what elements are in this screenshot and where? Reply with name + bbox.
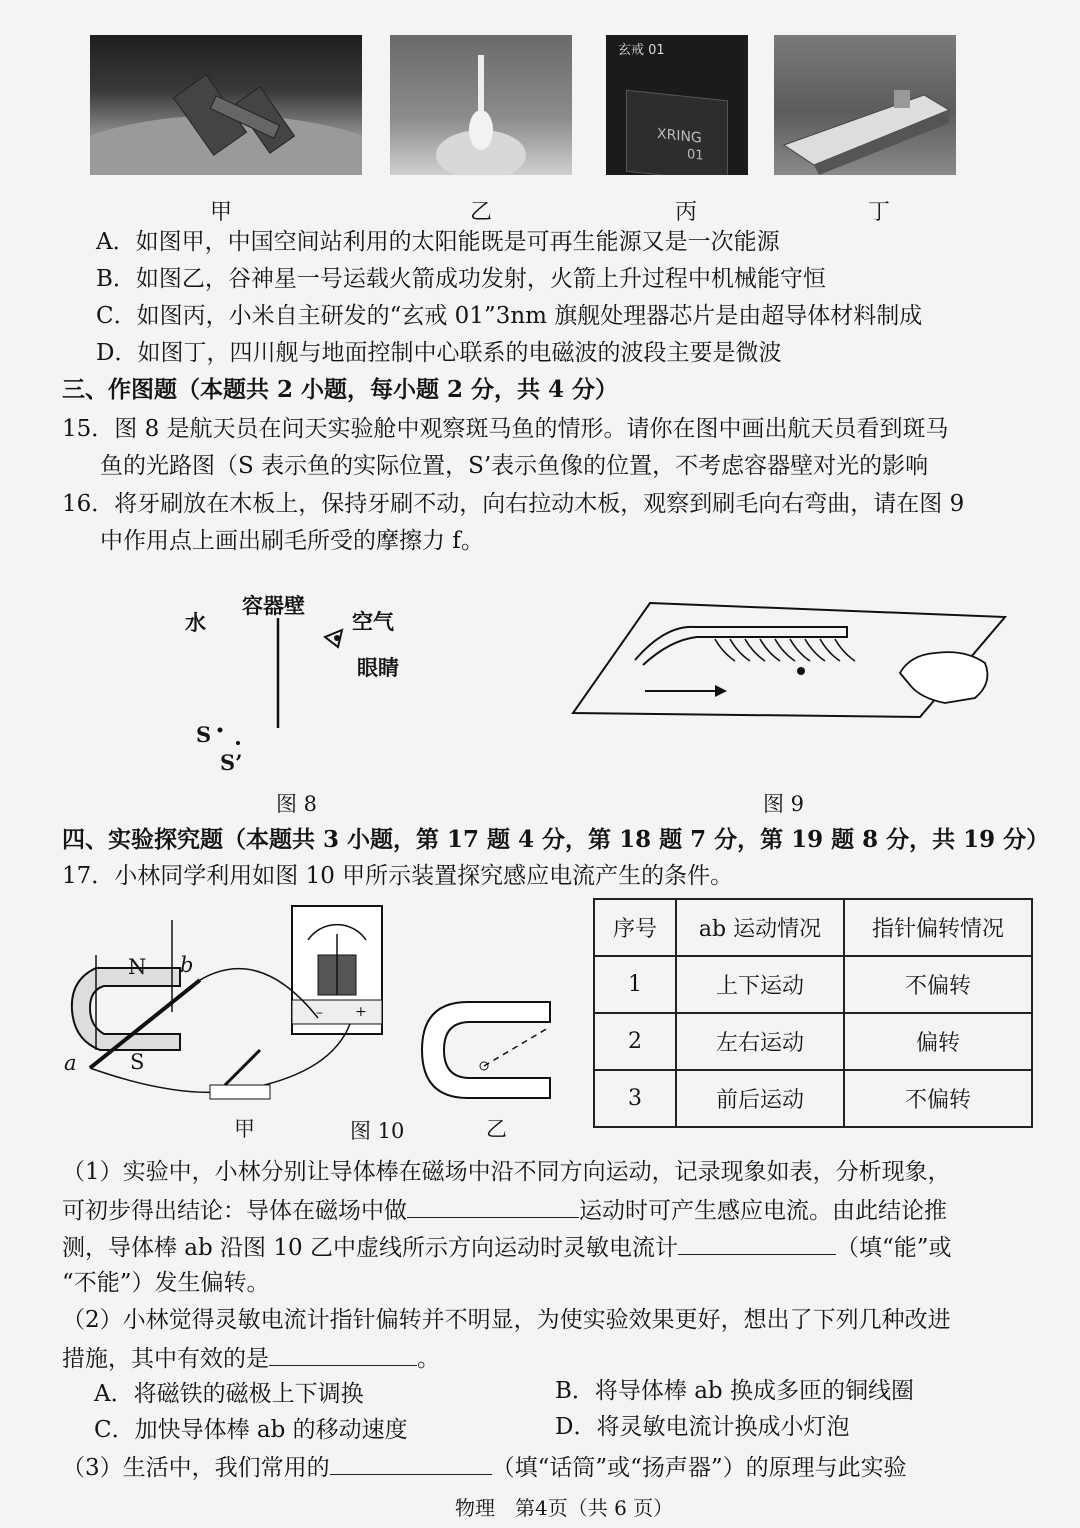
fig10-jia-diagram (60, 900, 400, 1120)
q17-1-line4: “不能”）发生偏转。 (62, 1270, 270, 1296)
fig10-yi-diagram (418, 998, 558, 1108)
q17-3-end: （填“话筒”或“扬声器”）的原理与此实验 (491, 1455, 907, 1481)
warship-illustration (774, 35, 956, 175)
fig9-diagram (565, 595, 1015, 725)
q17-2-option-d: D．将灵敏电流计换成小灯泡 (555, 1414, 850, 1440)
u-magnet-yi (422, 1002, 550, 1098)
q17-1-line3-start: 测，导体棒 ab 沿图 10 乙中虚线所示方向运动时灵敏电流计 (62, 1235, 678, 1261)
table-row (594, 1013, 1032, 1070)
q17-1-line2-end: 运动时可产生感应电流。由此结论推 (579, 1198, 947, 1224)
fig8-water-label: 水 (185, 610, 206, 635)
fig10-jia-caption: 甲 (234, 1117, 255, 1141)
space-station-photo (90, 35, 362, 175)
q14-option-d: D．如图丁，四川舰与地面控制中心联系的电磁波的波段主要是微波 (96, 340, 782, 366)
meter-plus-label: + (355, 1004, 367, 1020)
q17-1-line2-start: 可初步得出结论：导体在磁场中做 (62, 1198, 407, 1224)
q17-2-option-a: A．将磁铁的磁极上下调换 (94, 1381, 364, 1407)
q17-2-option-c: C．加快导体棒 ab 的移动速度 (94, 1417, 408, 1443)
q17-2-line1: （2）小林觉得灵敏电流计指针偏转并不明显，为使实验效果更好，想出了下列几种改进 (62, 1307, 951, 1333)
page-footer: 物理 第4页（共 6 页） (455, 1496, 674, 1520)
table-row (594, 956, 1032, 1013)
q17-1-line3 (62, 1232, 951, 1262)
fig8-diagram (180, 600, 380, 780)
q17-3-line (62, 1452, 907, 1482)
q17-2-line2 (62, 1343, 440, 1373)
chip-model-text: 01 (687, 147, 704, 164)
q17-3-start: （3）生活中，我们常用的 (62, 1455, 330, 1481)
table-cell: 1 (594, 956, 676, 1013)
toothbrush-handle (635, 627, 847, 665)
fig8-air-label: 空气 (352, 609, 394, 634)
table-cell: 3 (594, 1070, 676, 1127)
table-cell: 前后运动 (676, 1070, 844, 1127)
table-row (594, 1070, 1032, 1127)
force-point (797, 667, 805, 675)
q17-1-line2 (62, 1195, 947, 1225)
table-cell: 上下运动 (676, 956, 844, 1013)
rocket-launch-photo (390, 35, 572, 175)
fish-point-s (218, 728, 223, 733)
warship-photo (774, 35, 956, 175)
hand-icon (900, 652, 987, 703)
fig8-caption: 图 8 (276, 792, 318, 816)
fig8-s-prime-label: S’ (220, 750, 243, 775)
answer-blank-1[interactable] (407, 1195, 579, 1218)
fig10-s-label: S (130, 1050, 145, 1074)
answer-blank-4[interactable] (330, 1452, 492, 1475)
answer-blank-3[interactable] (269, 1343, 417, 1366)
photo-caption-yi: 乙 (470, 200, 493, 225)
table-cell: 不偏转 (844, 956, 1032, 1013)
q17-2-line2-end: 。 (417, 1346, 440, 1372)
q16-line1: 16．将牙刷放在木板上，保持牙刷不动，向右拉动木板，观察到刷毛向右弯曲，请在图 9 (62, 491, 965, 517)
q17-1-line3-end: （填“能”或 (835, 1235, 952, 1261)
fig8-wall-label: 容器壁 (242, 593, 305, 618)
toothbrush-bristles (715, 639, 855, 661)
q17-2-line2-start: 措施，其中有效的是 (62, 1346, 269, 1372)
chip-xring-text: XRING (657, 125, 702, 147)
section4-heading: 四、实验探究题（本题共 3 小题，第 17 题 4 分，第 18 题 7 分，第 19 题 8 分，共 19 分） (62, 826, 1050, 853)
q14-option-b: B．如图乙，谷神星一号运载火箭成功发射，火箭上升过程中机械能守恒 (96, 266, 826, 292)
photo-caption-ding: 丁 (868, 200, 891, 225)
table-cell: 偏转 (844, 1013, 1032, 1070)
q14-option-a: A．如图甲，中国空间站利用的太阳能既是可再生能源又是一次能源 (96, 229, 780, 255)
table-header-cell: 序号 (594, 899, 676, 956)
fig10-n-label: N (128, 955, 147, 979)
q17-1-line1: （1）实验中，小林分别让导体棒在磁场中沿不同方向运动，记录现象如表，分析现象， (62, 1159, 951, 1185)
switch (210, 1085, 270, 1099)
chip-brand-text: 玄戒 01 (618, 43, 665, 58)
q17-intro: 17．小林同学利用如图 10 甲所示装置探究感应电流产生的条件。 (62, 863, 734, 889)
rocket-illustration (390, 35, 572, 175)
photo-caption-jia: 甲 (210, 200, 233, 225)
q17-2-option-b: B．将导体棒 ab 换成多匝的铜线圈 (555, 1378, 914, 1404)
fish-image-point-s-prime (236, 741, 240, 745)
chip-photo (606, 35, 748, 175)
photo-caption-bing: 丙 (675, 200, 698, 225)
meter-minus-label: – (316, 1005, 323, 1021)
q15-line2: 鱼的光路图（S 表示鱼的实际位置，S’表示鱼像的位置，不考虑容器壁对光的影响 (100, 453, 929, 479)
conductor-rod-ab (90, 980, 200, 1068)
table-header-row (594, 899, 1032, 956)
section3-heading: 三、作图题（本题共 2 小题，每小题 2 分，共 4 分） (62, 376, 619, 403)
q16-line2: 中作用点上画出刷毛所受的摩擦力 f。 (100, 528, 484, 554)
table-cell: 不偏转 (844, 1070, 1032, 1127)
chip-body (626, 90, 728, 175)
table-cell: 2 (594, 1013, 676, 1070)
table-header-cell: 指针偏转情况 (844, 899, 1032, 956)
answer-blank-2[interactable] (678, 1232, 836, 1255)
space-station-illustration (90, 35, 362, 175)
record-table (593, 898, 1033, 1128)
table-header-cell: ab 运动情况 (676, 899, 844, 956)
table-cell: 左右运动 (676, 1013, 844, 1070)
fig10-b-label: b (180, 953, 194, 977)
fig8-s-label: S (196, 722, 212, 747)
fig10-a-label: a (64, 1051, 77, 1075)
fig10-yi-caption: 乙 (486, 1117, 507, 1141)
fig10-caption: 图 10 (350, 1119, 405, 1143)
q15-line1: 15．图 8 是航天员在问天实验舱中观察斑马鱼的情形。请你在图中画出航天员看到斑马 (62, 416, 949, 442)
q14-option-c: C．如图丙，小米自主研发的“玄戒 01”3nm 旗舰处理器芯片是由超导体材料制成 (96, 303, 923, 329)
fig9-caption: 图 9 (763, 792, 805, 816)
fig8-eye-label: 眼睛 (357, 655, 399, 680)
motion-dashed-line (484, 1028, 548, 1066)
